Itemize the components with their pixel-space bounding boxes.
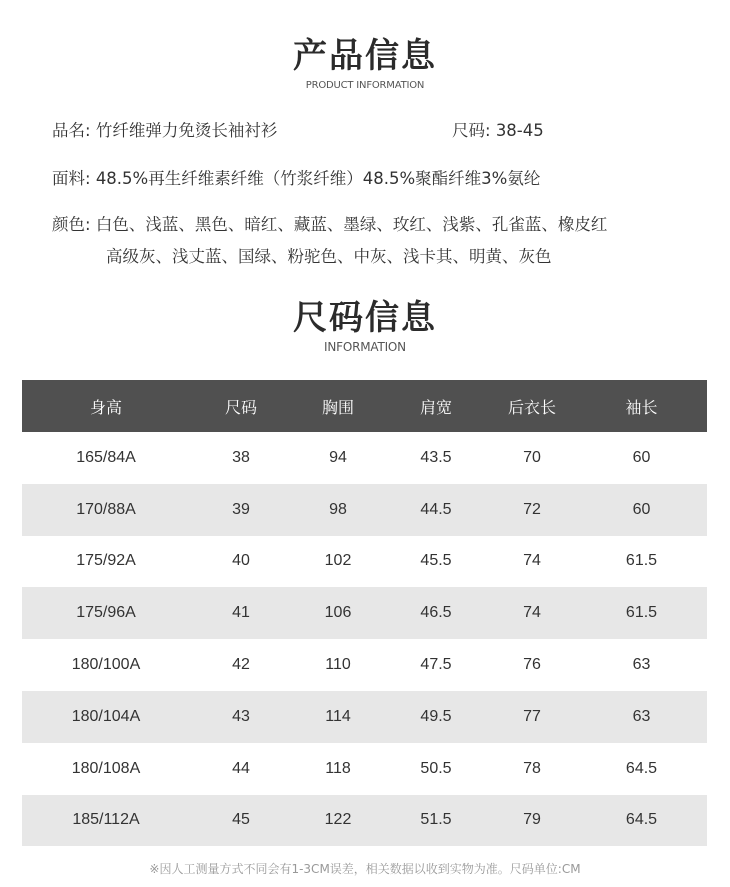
product-name-line	[52, 117, 277, 141]
table-cell: 106	[292, 587, 384, 639]
table-cell: 74	[488, 587, 576, 639]
table-cell: 79	[488, 795, 576, 847]
color-line	[52, 211, 607, 235]
table-row	[22, 639, 707, 691]
size-info-title: 尺码信息	[293, 298, 437, 338]
product-name-value: 竹纤维弹力免烫长袖衬衫	[95, 121, 278, 140]
table-cell: 43.5	[420, 448, 452, 466]
table-cell: 47.5	[420, 656, 452, 674]
table-cell: 175/96A	[22, 587, 190, 639]
color-label: 颜色:	[52, 215, 91, 234]
measurement-note: ※因人工测量方式不同会有1-3CM误差，相关数据以收到实物为准。尺码单位:CM	[149, 862, 581, 876]
table-row	[22, 484, 707, 536]
product-info-subtitle: PRODUCT INFORMATION	[305, 80, 425, 91]
table-cell: 45.5	[420, 552, 452, 570]
fabric-value: 48.5%再生纤维素纤维（竹浆纤维）48.5%聚酯纤维3%氨纶	[95, 169, 541, 188]
table-row	[22, 536, 707, 588]
table-cell: 185/112A	[22, 795, 190, 847]
table-cell: 72	[488, 484, 576, 536]
table-row	[22, 432, 707, 484]
table-cell: 63	[576, 691, 707, 743]
table-cell: 180/108A	[71, 759, 141, 777]
table-cell: 44	[232, 759, 250, 777]
table-cell: 98	[292, 484, 384, 536]
fabric-label: 面料:	[52, 169, 91, 188]
header-back-length: 后衣长	[488, 380, 576, 432]
header-sleeve: 袖长	[576, 380, 707, 432]
table-cell: 180/104A	[22, 691, 190, 743]
size-table-header-row	[22, 380, 707, 432]
table-row	[22, 795, 707, 847]
table-cell: 165/84A	[76, 448, 136, 466]
size-table	[22, 380, 707, 846]
table-cell: 110	[325, 656, 351, 674]
table-cell: 42	[232, 656, 250, 674]
color-value-line-2: 高级灰、浅丈蓝、国绿、粉驼色、中灰、浅卡其、明黄、灰色	[106, 247, 552, 266]
table-cell: 41	[190, 587, 292, 639]
table-cell: 64.5	[576, 795, 707, 847]
table-cell: 180/100A	[71, 656, 141, 674]
table-cell: 70	[523, 448, 541, 466]
color-value-line-1: 白色、浅蓝、黑色、暗红、藏蓝、墨绿、玫红、浅紫、孔雀蓝、橡皮红	[95, 215, 608, 234]
table-cell: 60	[576, 484, 707, 536]
table-cell: 39	[190, 484, 292, 536]
table-row	[22, 691, 707, 743]
table-cell: 38	[232, 448, 250, 466]
product-name-label: 品名:	[52, 121, 91, 140]
table-row	[22, 587, 707, 639]
table-cell: 50.5	[420, 759, 452, 777]
size-range-line	[452, 117, 544, 141]
table-cell: 77	[488, 691, 576, 743]
table-cell: 61.5	[576, 587, 707, 639]
table-cell: 40	[232, 552, 250, 570]
table-cell: 51.5	[384, 795, 488, 847]
table-cell: 43	[190, 691, 292, 743]
table-cell: 60	[632, 448, 651, 466]
size-range-label: 尺码:	[452, 121, 491, 140]
table-cell: 74	[523, 552, 541, 570]
table-cell: 49.5	[384, 691, 488, 743]
table-cell: 114	[292, 691, 384, 743]
table-cell: 122	[292, 795, 384, 847]
table-cell: 64.5	[625, 759, 658, 777]
table-cell: 94	[329, 448, 347, 466]
table-cell: 118	[325, 759, 351, 777]
table-cell: 61.5	[625, 552, 658, 570]
table-cell: 175/92A	[76, 552, 136, 570]
table-cell: 63	[632, 656, 651, 674]
header-size: 尺码	[190, 380, 292, 432]
header-shoulder: 肩宽	[384, 380, 488, 432]
table-cell: 45	[190, 795, 292, 847]
table-cell: 44.5	[384, 484, 488, 536]
table-cell: 76	[523, 656, 541, 674]
table-cell: 102	[324, 552, 352, 570]
header-chest: 胸围	[292, 380, 384, 432]
table-cell: 78	[523, 759, 541, 777]
table-cell: 46.5	[384, 587, 488, 639]
product-info-title: 产品信息	[293, 36, 437, 76]
size-range-value: 38-45	[495, 121, 544, 140]
header-height: 身高	[22, 380, 190, 432]
table-row	[22, 743, 707, 795]
fabric-line	[52, 165, 540, 189]
size-info-subtitle: INFORMATION	[324, 340, 406, 354]
table-cell: 170/88A	[22, 484, 190, 536]
